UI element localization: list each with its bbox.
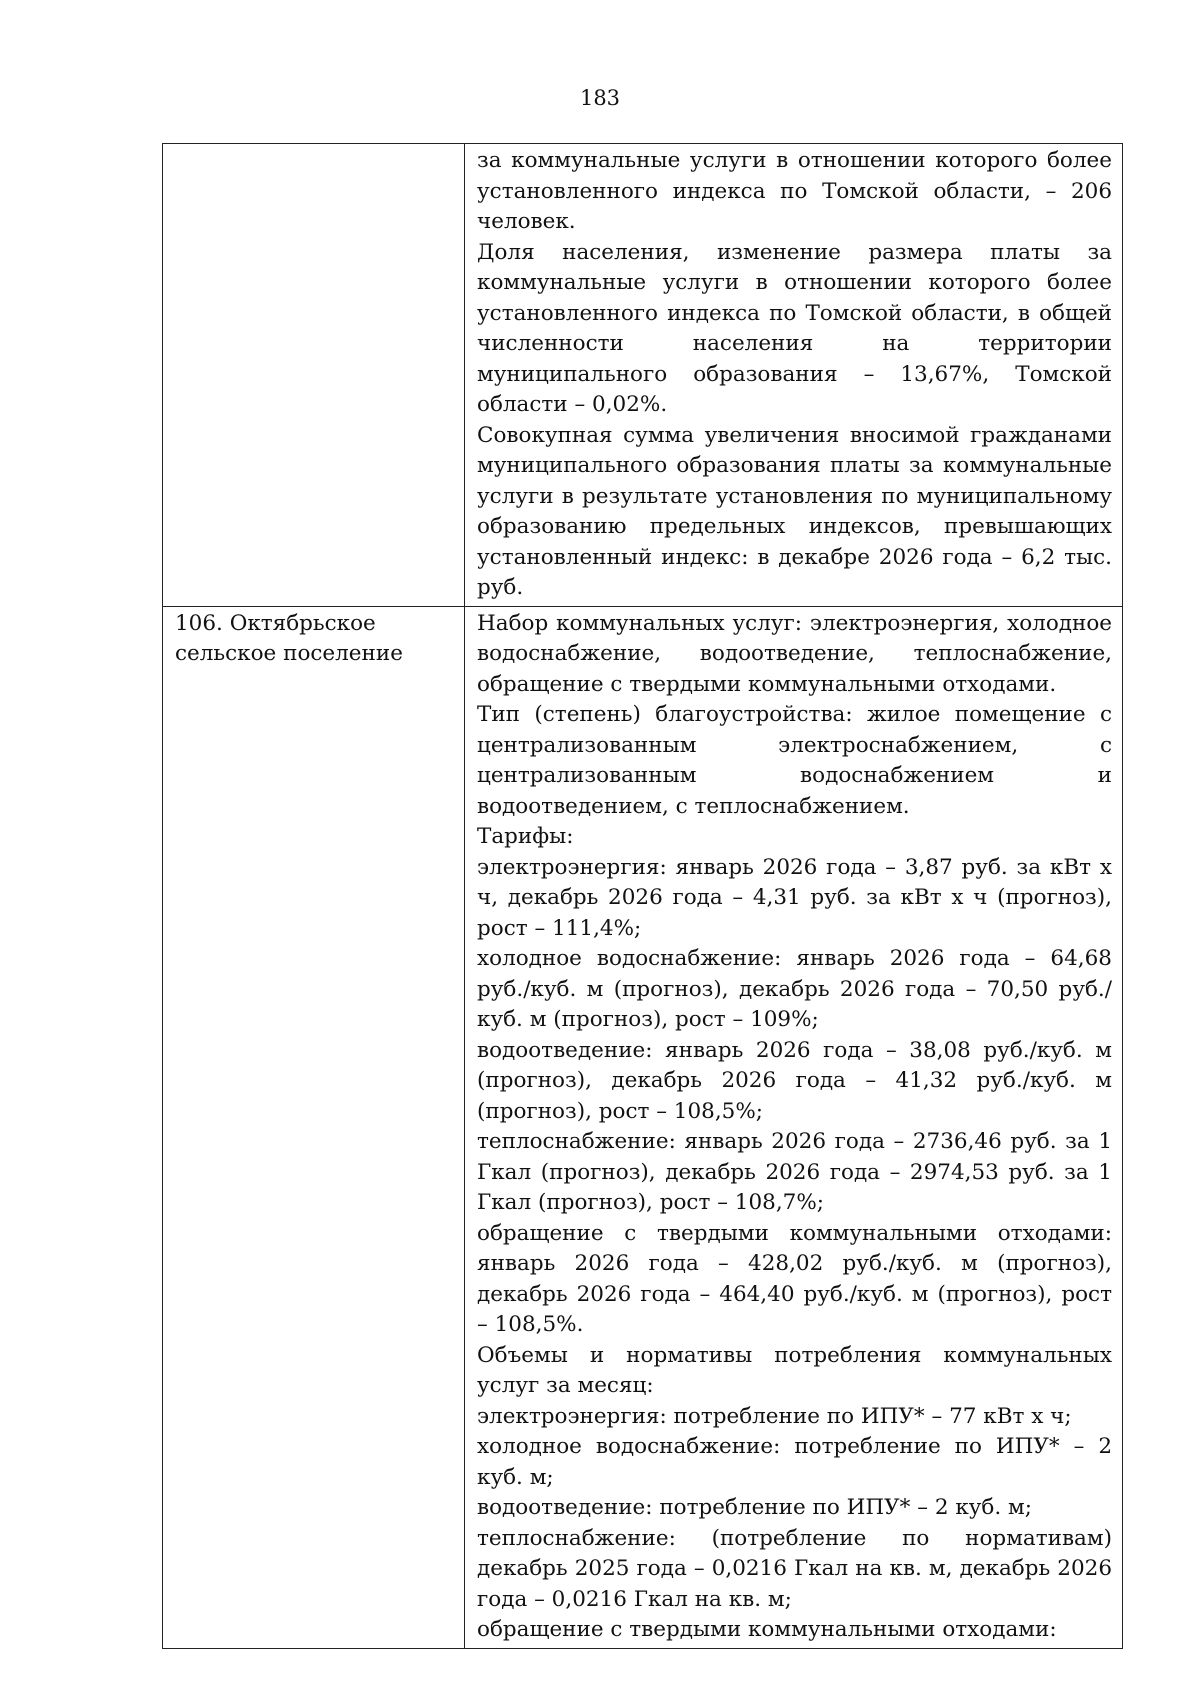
paragraph: холодное водоснабжение: потребление по ИПУ* – 2 куб. м; bbox=[477, 1434, 1112, 1490]
paragraph: теплоснабжение: январь 2026 года – 2736,46 руб. за 1 Гкал (прогноз), декабрь 2026 года – 2974,53 руб. за 1 Гкал (прогноз), рост – 108,7%; bbox=[477, 1129, 1112, 1215]
paragraph: Объемы и нормативы потребления коммунальных услуг за месяц: bbox=[477, 1342, 1112, 1398]
paragraph: за коммунальные услуги в отношении которого более установленного индекса по Томской области, – 206 человек. bbox=[477, 148, 1112, 234]
paragraph: Набор коммунальных услуг: электроэнергия, холодное водоснабжение, водоотведение, теплоснабжение, обращение с твердыми коммунальными отходами. bbox=[477, 610, 1112, 697]
paragraph: обращение с твердыми коммунальными отходами: январь 2026 года – 428,02 руб./куб. м (прогноз), декабрь 2026 года – 464,40 руб./куб. м (прогноз), рост – 108,5%. bbox=[477, 1220, 1112, 1337]
municipality-cell bbox=[163, 144, 465, 607]
page-number: 183 bbox=[579, 86, 621, 110]
description-cell bbox=[465, 606, 1123, 1648]
paragraph: теплоснабжение: (потребление по нормативам) декабрь 2025 года – 0,0216 Гкал на кв. м, декабрь 2026 года – 0,0216 Гкал на кв. м; bbox=[477, 1525, 1112, 1612]
table-row bbox=[163, 144, 1123, 607]
municipality-cell bbox=[163, 606, 465, 1648]
table-row bbox=[163, 606, 1123, 1648]
municipality-name-line: 106. Октябрьское bbox=[175, 610, 376, 636]
paragraph: обращение с твердыми коммунальными отходами: bbox=[477, 1617, 1057, 1642]
paragraph: Тарифы: bbox=[477, 824, 574, 849]
paragraph: водоотведение: январь 2026 года – 38,08 руб./куб. м (прогноз), декабрь 2026 года – 41,32 руб./куб. м (прогноз), рост – 108,5%; bbox=[477, 1037, 1112, 1124]
paragraph: Доля населения, изменение размера платы за коммунальные услуги в отношении которого более установленного индекса по Томской области, в общей численности населения на территории муниципального образования – 13,67%, Томской области – 0,02%. bbox=[477, 239, 1112, 417]
municipality-indicators-table bbox=[162, 143, 1123, 1649]
paragraph: Тип (степень) благоустройства: жилое помещение с централизованным электроснабжением, с централизованным водоснабжением и водоотведением, с теплоснабжением. bbox=[477, 702, 1112, 819]
paragraph: электроэнергия: январь 2026 года – 3,87 руб. за кВт х ч, декабрь 2026 года – 4,31 руб. за кВт х ч (прогноз), рост – 111,4%; bbox=[477, 854, 1112, 941]
paragraph: электроэнергия: потребление по ИПУ* – 77 кВт х ч; bbox=[477, 1403, 1072, 1429]
description-cell bbox=[465, 144, 1123, 607]
paragraph: водоотведение: потребление по ИПУ* – 2 куб. м; bbox=[477, 1495, 1033, 1520]
paragraph: холодное водоснабжение: январь 2026 года – 64,68 руб./куб. м (прогноз), декабрь 2026 года – 70,50 руб./куб. м (прогноз), рост – 109%; bbox=[477, 946, 1112, 1032]
paragraph: Совокупная сумма увеличения вносимой гражданами муниципального образования платы за коммунальные услуги в результате установления по муниципальному образованию предельных индексов, превышающих установленный индекс: в декабре 2026 года – 6,2 тыс. руб. bbox=[477, 422, 1112, 600]
municipality-name-line: сельское поселение bbox=[175, 641, 403, 666]
